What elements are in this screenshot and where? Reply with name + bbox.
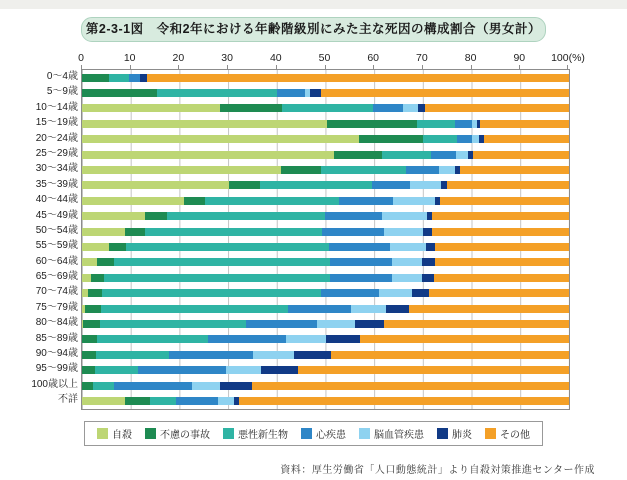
bar-row bbox=[82, 316, 569, 331]
x-tick-mark bbox=[325, 65, 326, 69]
y-axis-label: 45～49歳 bbox=[35, 209, 78, 221]
bar-segment bbox=[192, 382, 220, 390]
bar-segment bbox=[327, 120, 417, 128]
y-axis-label: 80～84歳 bbox=[35, 317, 78, 329]
bar-segment bbox=[423, 135, 457, 143]
bar-segment bbox=[85, 305, 101, 313]
bar-segment bbox=[82, 104, 220, 112]
bar-segment bbox=[82, 243, 109, 251]
legend-swatch bbox=[97, 428, 108, 439]
bar-row bbox=[82, 193, 569, 208]
y-axis-label: 55～59歳 bbox=[35, 240, 78, 252]
bar-row bbox=[82, 101, 569, 116]
x-tick-mark bbox=[178, 65, 179, 69]
stacked-bar bbox=[82, 335, 569, 343]
bar-segment bbox=[325, 212, 382, 220]
bar-segment bbox=[82, 335, 97, 343]
y-axis-label: 50～54歳 bbox=[35, 224, 78, 236]
bar-segment bbox=[220, 104, 282, 112]
y-axis-label: 100歳以上 bbox=[31, 378, 78, 390]
bar-row bbox=[82, 209, 569, 224]
y-axis-label: 60～64歳 bbox=[35, 255, 78, 267]
bar-segment bbox=[484, 135, 569, 143]
bar-segment bbox=[330, 258, 392, 266]
plot-area bbox=[81, 69, 570, 410]
bar-segment bbox=[145, 228, 322, 236]
legend-item bbox=[223, 426, 288, 441]
y-axis-label: 5～9歳 bbox=[46, 86, 78, 98]
bar-segment bbox=[392, 258, 422, 266]
bar-segment bbox=[447, 181, 569, 189]
stacked-bar bbox=[82, 212, 569, 220]
bar-segment bbox=[169, 351, 253, 359]
x-tick-label: 100(%) bbox=[551, 52, 585, 64]
bar-segment bbox=[176, 397, 218, 405]
bar-segment bbox=[82, 181, 229, 189]
y-axis-label: 10～14歳 bbox=[35, 101, 78, 113]
bar-segment bbox=[422, 258, 434, 266]
y-axis-label: 95～99歳 bbox=[35, 363, 78, 375]
y-axis-label: 30～34歳 bbox=[35, 163, 78, 175]
bar-segment bbox=[432, 228, 569, 236]
legend-label: 自殺 bbox=[112, 429, 132, 441]
bar-row bbox=[82, 147, 569, 162]
bar-segment bbox=[88, 289, 103, 297]
figure-title: 第2-3-1図 令和2年における年齢階級別にみた主な死因の構成割合（男女計） bbox=[81, 17, 546, 42]
x-tick-mark bbox=[81, 65, 82, 69]
bar-segment bbox=[440, 197, 569, 205]
bar-segment bbox=[246, 320, 318, 328]
bar-segment bbox=[184, 197, 205, 205]
bar-segment bbox=[220, 382, 252, 390]
bar-row bbox=[82, 255, 569, 270]
bar-segment bbox=[384, 320, 569, 328]
bar-segment bbox=[321, 166, 406, 174]
bar-segment bbox=[412, 289, 429, 297]
bar-segment bbox=[422, 274, 434, 282]
stacked-bar bbox=[82, 243, 569, 251]
legend-swatch bbox=[359, 428, 370, 439]
x-tick-label: 10 bbox=[123, 52, 136, 64]
bar-segment bbox=[281, 166, 321, 174]
legend-label: 不慮の事故 bbox=[160, 429, 210, 441]
bar-segment bbox=[95, 366, 138, 374]
bar-segment bbox=[82, 274, 91, 282]
bar-segment bbox=[372, 181, 410, 189]
bar-segment bbox=[393, 197, 435, 205]
stacked-bar bbox=[82, 351, 569, 359]
bar-segment bbox=[82, 351, 96, 359]
bar-segment bbox=[102, 289, 320, 297]
bar-segment bbox=[480, 120, 569, 128]
legend-swatch bbox=[223, 428, 234, 439]
legend-label: 心疾患 bbox=[316, 429, 346, 441]
bar-segment bbox=[104, 274, 330, 282]
bar-segment bbox=[457, 135, 472, 143]
bar-segment bbox=[82, 89, 157, 97]
source-note: 資料：厚生労働省「人口動態統計」より自殺対策推進センター作成 bbox=[280, 464, 595, 476]
stacked-bar bbox=[82, 197, 569, 205]
bar-segment bbox=[298, 366, 569, 374]
bar-segment bbox=[125, 228, 144, 236]
y-axis-label: 90～94歳 bbox=[35, 348, 78, 360]
bar-segment bbox=[109, 243, 126, 251]
bar-segment bbox=[109, 74, 129, 82]
stacked-bar bbox=[82, 120, 569, 128]
bar-segment bbox=[456, 151, 469, 159]
stacked-bar bbox=[82, 181, 569, 189]
bar-segment bbox=[83, 320, 99, 328]
stacked-bar bbox=[82, 366, 569, 374]
y-axis-label: 85～89歳 bbox=[35, 332, 78, 344]
bar-segment bbox=[329, 243, 390, 251]
bar-segment bbox=[472, 135, 480, 143]
x-tick-mark bbox=[227, 65, 228, 69]
bar-segment bbox=[435, 258, 569, 266]
bar-segment bbox=[150, 397, 176, 405]
bar-segment bbox=[384, 228, 423, 236]
bar-segment bbox=[114, 258, 331, 266]
bar-segment bbox=[286, 335, 326, 343]
bar-segment bbox=[409, 305, 569, 313]
stacked-bar bbox=[82, 289, 569, 297]
bar-segment bbox=[239, 397, 569, 405]
bar-segment bbox=[382, 212, 427, 220]
legend-swatch bbox=[145, 428, 156, 439]
y-axis-label: 15～19歳 bbox=[35, 117, 78, 129]
bar-segment bbox=[101, 305, 289, 313]
bar-segment bbox=[473, 151, 569, 159]
legend-label: 肺炎 bbox=[452, 429, 472, 441]
legend-swatch bbox=[301, 428, 312, 439]
bar-segment bbox=[386, 305, 409, 313]
bar-segment bbox=[167, 212, 325, 220]
bar-segment bbox=[96, 351, 169, 359]
bar-segment bbox=[126, 243, 329, 251]
stacked-bar bbox=[82, 274, 569, 282]
legend-item bbox=[485, 426, 530, 441]
bar-segment bbox=[129, 74, 140, 82]
stacked-bar bbox=[82, 74, 569, 82]
bar-row bbox=[82, 162, 569, 177]
x-axis bbox=[78, 52, 585, 65]
legend-item bbox=[437, 426, 472, 441]
legend-item bbox=[359, 426, 424, 441]
bar-segment bbox=[147, 74, 569, 82]
x-tick-mark bbox=[567, 65, 568, 69]
y-axis-label: 70～74歳 bbox=[35, 286, 78, 298]
x-tick-label: 90 bbox=[513, 52, 526, 64]
y-axis-label: 40～44歳 bbox=[35, 194, 78, 206]
bar-segment bbox=[379, 289, 413, 297]
bar-segment bbox=[218, 397, 234, 405]
bar-row bbox=[82, 362, 569, 377]
bar-segment bbox=[432, 212, 569, 220]
legend-item bbox=[97, 426, 132, 441]
y-axis-label: 65～69歳 bbox=[35, 271, 78, 283]
legend-swatch bbox=[485, 428, 496, 439]
x-tick-mark bbox=[373, 65, 374, 69]
stacked-bar bbox=[82, 151, 569, 159]
bar-segment bbox=[382, 151, 431, 159]
legend-item bbox=[145, 426, 210, 441]
x-tick-label: 50 bbox=[318, 52, 331, 64]
bar-segment bbox=[82, 212, 145, 220]
bar-segment bbox=[252, 382, 569, 390]
bar-segment bbox=[125, 397, 150, 405]
bar-row bbox=[82, 285, 569, 300]
bar-segment bbox=[82, 366, 95, 374]
bar-segment bbox=[138, 366, 226, 374]
bar-segment bbox=[310, 89, 321, 97]
x-axis-ticks bbox=[81, 65, 568, 69]
bar-row bbox=[82, 239, 569, 254]
y-axis-label: 25～29歳 bbox=[35, 147, 78, 159]
bar-segment bbox=[82, 382, 93, 390]
stacked-bar bbox=[82, 382, 569, 390]
bar-segment bbox=[331, 351, 569, 359]
bar-segment bbox=[322, 228, 384, 236]
bar-segment bbox=[208, 335, 286, 343]
bar-segment bbox=[229, 181, 260, 189]
bar-row bbox=[82, 301, 569, 316]
bar-segment bbox=[435, 243, 569, 251]
bar-row bbox=[82, 85, 569, 100]
bar-segment bbox=[277, 89, 304, 97]
bar-row bbox=[82, 132, 569, 147]
bar-segment bbox=[434, 274, 569, 282]
bar-segment bbox=[282, 104, 373, 112]
bar-segment bbox=[339, 197, 393, 205]
y-axis-label: 20～24歳 bbox=[35, 132, 78, 144]
bar-segment bbox=[253, 351, 294, 359]
bar-segment bbox=[426, 243, 434, 251]
stacked-bar bbox=[82, 166, 569, 174]
bar-segment bbox=[205, 197, 339, 205]
bar-segment bbox=[82, 197, 184, 205]
bar-segment bbox=[321, 289, 379, 297]
bar-segment bbox=[82, 151, 334, 159]
bar-row bbox=[82, 270, 569, 285]
bar-segment bbox=[355, 320, 384, 328]
bar-segment bbox=[321, 89, 569, 97]
bar-segment bbox=[425, 104, 569, 112]
stacked-bar bbox=[82, 135, 569, 143]
bar-segment bbox=[82, 228, 125, 236]
bar-segment bbox=[294, 351, 331, 359]
legend-label: 脳血管疾患 bbox=[374, 429, 424, 441]
bar-segment bbox=[429, 289, 569, 297]
bar-segment bbox=[82, 120, 327, 128]
bar-segment bbox=[82, 74, 109, 82]
bar-segment bbox=[403, 104, 419, 112]
bar-segment bbox=[330, 274, 391, 282]
bar-row bbox=[82, 178, 569, 193]
bar-segment bbox=[145, 212, 167, 220]
bar-segment bbox=[423, 228, 432, 236]
bar-segment bbox=[157, 89, 278, 97]
x-tick-mark bbox=[471, 65, 472, 69]
x-tick-label: 40 bbox=[269, 52, 282, 64]
bar-segment bbox=[260, 181, 372, 189]
x-tick-mark bbox=[519, 65, 520, 69]
y-axis-labels bbox=[0, 69, 81, 410]
x-tick-label: 80 bbox=[464, 52, 477, 64]
bar-segment bbox=[82, 397, 125, 405]
stacked-bar bbox=[82, 89, 569, 97]
legend-swatch bbox=[437, 428, 448, 439]
bar-segment bbox=[97, 258, 114, 266]
bar-row bbox=[82, 116, 569, 131]
bar-segment bbox=[261, 366, 298, 374]
bar-segment bbox=[93, 382, 114, 390]
page-top-edge bbox=[0, 0, 627, 9]
bar-segment bbox=[226, 366, 261, 374]
bar-segment bbox=[97, 335, 208, 343]
bar-segment bbox=[460, 166, 569, 174]
bar-segment bbox=[114, 382, 192, 390]
bar-segment bbox=[140, 74, 147, 82]
bar-row bbox=[82, 70, 569, 85]
x-tick-label: 0 bbox=[78, 52, 84, 64]
bar-segment bbox=[392, 274, 423, 282]
bar-segment bbox=[439, 166, 454, 174]
y-axis-label: 0～4歳 bbox=[46, 71, 78, 82]
legend-item bbox=[301, 426, 346, 441]
stacked-bar-chart bbox=[0, 52, 627, 410]
bar-row bbox=[82, 224, 569, 239]
bar-segment bbox=[334, 151, 382, 159]
bar-segment bbox=[406, 166, 439, 174]
bar-segment bbox=[373, 104, 403, 112]
x-tick-label: 70 bbox=[416, 52, 428, 64]
y-axis-label: 35～39歳 bbox=[35, 178, 78, 190]
bar-segment bbox=[317, 320, 354, 328]
x-tick-label: 20 bbox=[172, 52, 185, 64]
bar-segment bbox=[82, 258, 97, 266]
x-tick-label: 30 bbox=[221, 52, 233, 64]
bar-row bbox=[82, 332, 569, 347]
bar-segment bbox=[351, 305, 386, 313]
bar-segment bbox=[455, 120, 473, 128]
bar-row bbox=[82, 393, 569, 408]
bar-segment bbox=[390, 243, 426, 251]
x-tick-mark bbox=[422, 65, 423, 69]
bar-segment bbox=[82, 166, 281, 174]
bar-segment bbox=[410, 181, 441, 189]
stacked-bar bbox=[82, 228, 569, 236]
bar-row bbox=[82, 378, 569, 393]
bar-segment bbox=[417, 120, 454, 128]
bar-segment bbox=[91, 274, 104, 282]
bar-segment bbox=[100, 320, 246, 328]
stacked-bar bbox=[82, 104, 569, 112]
stacked-bar bbox=[82, 320, 569, 328]
legend-label: 悪性新生物 bbox=[238, 429, 288, 441]
y-axis-label: 75～79歳 bbox=[35, 301, 78, 313]
x-tick-label: 60 bbox=[367, 52, 380, 64]
bar-segment bbox=[431, 151, 456, 159]
x-tick-mark bbox=[276, 65, 277, 69]
bar-segment bbox=[288, 305, 351, 313]
stacked-bar bbox=[82, 305, 569, 313]
legend bbox=[84, 421, 543, 446]
y-axis-label: 不詳 bbox=[58, 394, 78, 406]
bar-segment bbox=[360, 335, 569, 343]
legend-label: その他 bbox=[500, 429, 530, 441]
bar-row bbox=[82, 347, 569, 362]
x-tick-mark bbox=[130, 65, 131, 69]
stacked-bar bbox=[82, 397, 569, 405]
bar-segment bbox=[326, 335, 359, 343]
bar-segment bbox=[82, 135, 359, 143]
bar-segment bbox=[359, 135, 423, 143]
stacked-bar bbox=[82, 258, 569, 266]
